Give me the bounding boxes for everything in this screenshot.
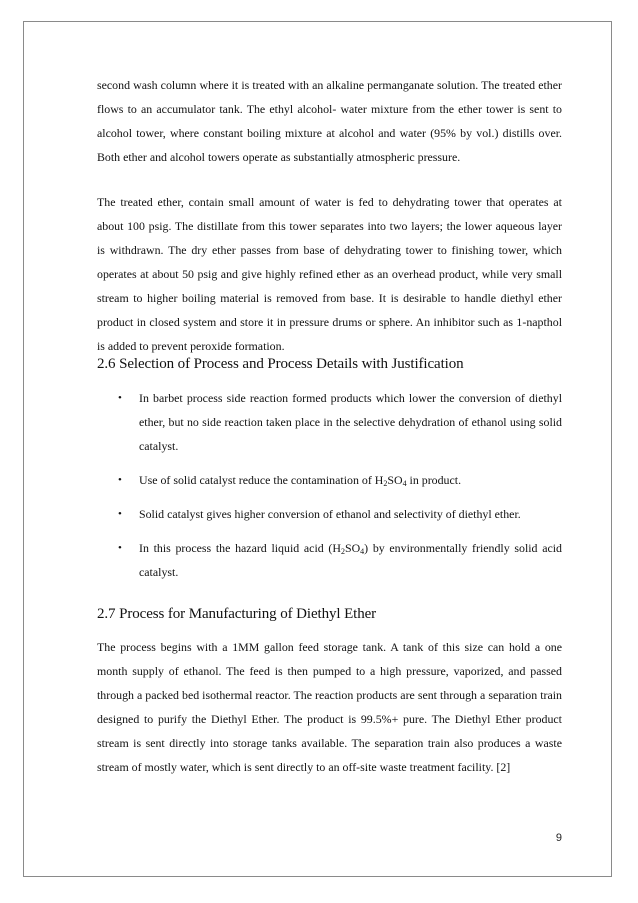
list-item xyxy=(97,468,562,492)
paragraph-treated-ether: The treated ether, contain small amount of water is fed to dehydrating tower that operates at about 100 psig. The distillate from this tower separates into two layers; the lower aqueous layer is withdrawn. The dry ether passes from base of dehydrating tower to finishing tower, which operates at about 50 psig and give highly refined ether as an overhead product, while very small stream to higher boiling material is removed from base. It is desirable to handle diethyl ether product in closed system and store it in pressure drums or sphere. An inhibitor such as 1-napthol is added to prevent peroxide formation. xyxy=(97,195,562,353)
bullet-icon: • xyxy=(118,392,122,404)
section-heading-2-7: 2.7 Process for Manufacturing of Diethyl Ether xyxy=(97,606,377,622)
section-heading-2-6: 2.6 Selection of Process and Process Details with Justification xyxy=(97,356,464,372)
bullet-icon: • xyxy=(118,508,122,520)
paragraph-process-description: The process begins with a 1MM gallon feed storage tank. A tank of this size can hold a one month supply of ethanol. The feed is then pumped to a high pressure, vaporized, and passed through a packed bed isothermal reactor. The reaction products are sent through a separation train designed to purify the Diethyl Ether. The product is 99.5%+ pure. The Diethyl Ether product stream is sent directly into storage tanks available. The separation train also produces a waste stream of mostly water, which is sent directly to an off-site waste treatment facility. [2] xyxy=(97,640,562,774)
list-item-text: In barbet process side reaction formed products which lower the conversion of diethyl ether, but no side reaction taken place in the selective dehydration of ethanol using solid catalyst. xyxy=(139,391,562,453)
paragraph-continued: second wash column where it is treated with an alkaline permanganate solution. The treated ether flows to an accumulator tank. The ethyl alcohol- water mixture from the ether tower is sent to alcohol tower, where constant boiling mixture at alcohol and water (95% by vol.) distills over. Both ether and alcohol towers operate as substantially atmospheric pressure. xyxy=(97,78,562,164)
bullet-icon: • xyxy=(118,542,122,554)
list-item xyxy=(97,386,562,458)
justification-list xyxy=(97,386,562,584)
list-item xyxy=(97,502,562,526)
bullet-icon: • xyxy=(118,474,122,486)
list-item xyxy=(97,536,562,584)
list-item-text: Use of solid catalyst reduce the contamination of $H_2SO_4$ in product. xyxy=(139,473,462,488)
list-item-text: Solid catalyst gives higher conversion of ethanol and selectivity of diethyl ether. xyxy=(139,507,521,521)
list-item-text: In this process the hazard liquid acid $(H_2SO_4)$ by environmentally friendly solid acid catalyst. xyxy=(139,541,562,579)
page-number: 9 xyxy=(555,832,562,844)
